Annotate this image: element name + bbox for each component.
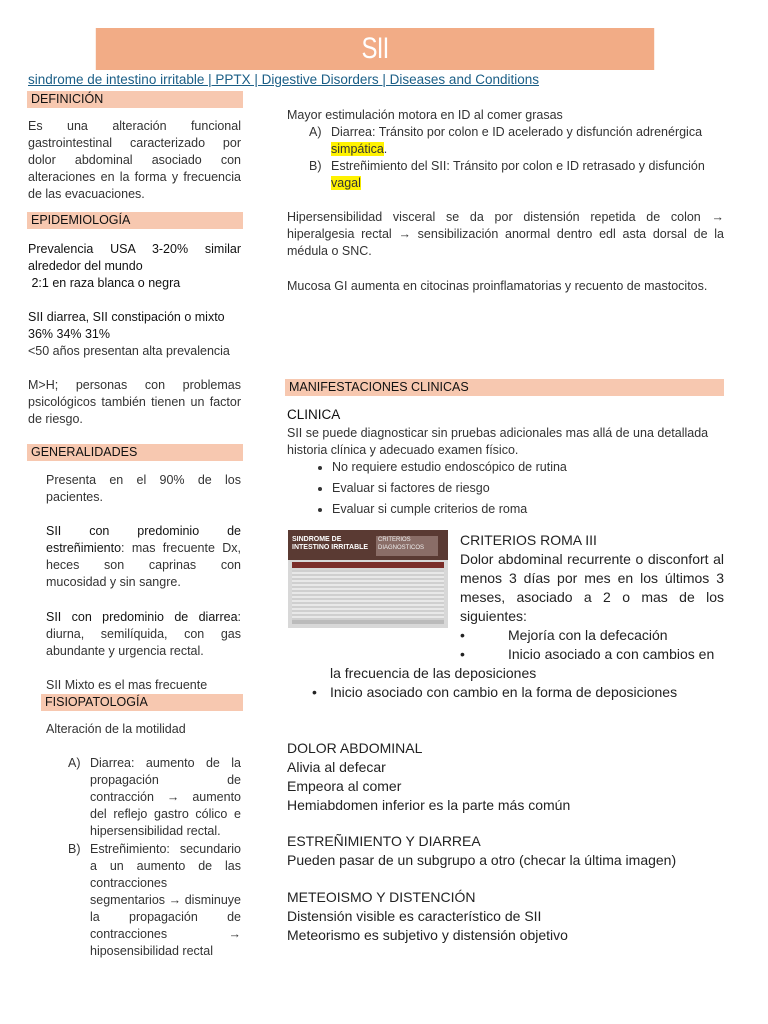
estrenimiento-text: Pueden pasar de un subgrupo a otro (checar la última imagen): [287, 852, 677, 868]
page-title: SII: [96, 28, 654, 70]
clinica-bullet: • Evaluar si factores de riesgo: [332, 480, 714, 497]
bullet-icon: •: [460, 646, 465, 662]
meteorismo-line: Meteorismo es subjetivo y distensión objetivo: [287, 927, 568, 943]
hipersensibilidad-text: Hipersensibilidad visceral se da por distensión repetida de colon → hiperalgesia rectal → sensibilización anormal dentro edl asta dorsal de la médula o SNC.: [287, 210, 724, 258]
meteorismo-line: Distensión visible es característico de SII: [287, 908, 542, 924]
bullet-icon: •: [312, 684, 317, 700]
clinica-text: SII se puede diagnosticar sin pruebas adicionales mas allá de una detallada historia clínica y adecuado examen físico.: [287, 426, 709, 457]
thumb-columns: [292, 562, 444, 568]
sii-types-text: SII diarrea, SII constipación o mixto 36% 34% 31%: [28, 310, 225, 341]
motora-b-label: B): [309, 159, 322, 173]
roma-title: CRITERIOS ROMA III: [460, 532, 597, 548]
motora-b-text: Estreñimiento del SII: Tránsito por colon e ID retrasado y disfunción: [331, 159, 705, 173]
meteorismo-title: METEOISMO Y DISTENCIÓN: [287, 889, 476, 905]
fisio-a-text: Diarrea: aumento de la propagación de contracción → aumento del reflejo gastro cólico e hipersensibilidad rectal.: [90, 756, 241, 838]
thumb-subtitle: CRITERIOS DIAGNOSTICOS: [376, 536, 438, 556]
manifestaciones-header: MANIFESTACIONES CLINICAS: [285, 379, 724, 396]
roma-bullet-2: Inicio asociado a con cambios en la frecuencia de las deposiciones: [330, 646, 715, 681]
fisio-b-text: Estreñimiento: secundario a un aumento de las contracciones segmentarios → disminuye la propagación de contracciones → hiposensibilidad rectal: [90, 842, 241, 958]
criterios-table-image: [288, 530, 448, 628]
diarrea-desc: : diurna, semilíquida, con gas abundante y urgencia rectal.: [46, 610, 241, 658]
age-text: <50 años presentan alta prevalencia: [28, 344, 230, 358]
estrenimiento-desc: : mas frecuente Dx, heces son caprinas con mucosidad y sin sangre.: [46, 541, 241, 589]
prevalencia-text: Prevalencia USA 3-20% similar alrededor del mundo: [28, 242, 241, 273]
thumb-footer: [292, 620, 444, 624]
fisio-b-label: B): [68, 842, 81, 856]
clinica-bullet: • Evaluar si cumple criterios de roma: [332, 501, 714, 518]
generalidades-p3: [46, 609, 241, 660]
sex-text: M>H; personas con problemas psicológicos también tienen un factor de riesgo.: [28, 378, 241, 426]
dolor-line: Hemiabdomen inferior es la parte más común: [287, 797, 571, 813]
bullet-icon: •: [460, 627, 465, 643]
fisio-item-b: [68, 841, 241, 960]
definicion-header: DEFINICIÓN: [27, 91, 243, 108]
generalidades-p4: SII Mixto es el mas frecuente: [46, 678, 208, 692]
dolor-line: Alivia al defecar: [287, 759, 386, 775]
motora-text: Mayor estimulación motora en ID al comer grasas: [287, 108, 563, 122]
roma-bullet-3: [312, 683, 724, 702]
thumb-title: SINDROME DE INTESTINO IRRITABLE: [292, 536, 369, 551]
estrenimiento-title: ESTREÑIMIENTO Y DIARREA: [287, 833, 481, 849]
motora-a-label: A): [309, 125, 322, 139]
roma-b1-text: Mejoría con la defecación: [508, 627, 668, 643]
epidemiologia-header: EPIDEMIOLOGÍA: [27, 212, 243, 229]
generalidades-header: GENERALIDADES: [27, 444, 243, 461]
fisiopatologia-header: FISIOPATOLOGÍA: [41, 694, 243, 711]
fisiopatologia-intro: Alteración de la motilidad: [46, 722, 186, 736]
clinica-bullet: • No requiere estudio endoscópico de rutina: [332, 459, 714, 476]
definicion-text: Es una alteración funcional gastrointestinal caracterizado por dolor abdominal asociado con alteraciones en la forma y frecuencia de las evacuaciones.: [28, 119, 241, 201]
clinica-list: [314, 459, 714, 522]
motora-item-b: [309, 158, 724, 192]
dolor-line: Empeora al comer: [287, 778, 402, 794]
source-link[interactable]: sindrome de intestino irritable | PPTX | Digestive Disorders | Diseases and Conditions: [28, 72, 539, 87]
estrenimiento-label: SII con predominio de estreñimiento: [46, 524, 241, 555]
roma-text: Dolor abdominal recurrente o disconfort al menos 3 días por mes en los últimos 3 meses, asociado a 2 o mas de los siguientes:: [460, 551, 724, 624]
motora-item-a: [309, 124, 724, 158]
diarrea-label: SII con predominio de diarrea: [46, 610, 238, 624]
dolor-title: DOLOR ABDOMINAL: [287, 740, 423, 756]
roma-b3-text: Inicio asociado con cambio en la forma de deposiciones: [330, 684, 678, 700]
generalidades-p1: Presenta en el 90% de los pacientes.: [46, 473, 241, 504]
fisio-a-label: A): [68, 756, 81, 770]
mucosa-text: Mucosa GI aumenta en citocinas proinflamatorias y recuento de mastocitos.: [287, 279, 708, 293]
fisio-item-a: [68, 755, 241, 840]
thumb-body: [292, 570, 444, 620]
simpatica-highlight: simpática: [331, 142, 384, 156]
generalidades-p2: [46, 523, 241, 591]
vagal-highlight: vagal: [331, 176, 361, 190]
motora-a-text: Diarrea: Tránsito por colon e ID acelerado y disfunción adrenérgica: [331, 125, 703, 139]
clinica-title: CLINICA: [287, 407, 341, 422]
motora-a-end: .: [383, 142, 388, 156]
roma-bullet-1: [460, 626, 724, 645]
raza-text: 2:1 en raza blanca o negra: [28, 276, 181, 290]
